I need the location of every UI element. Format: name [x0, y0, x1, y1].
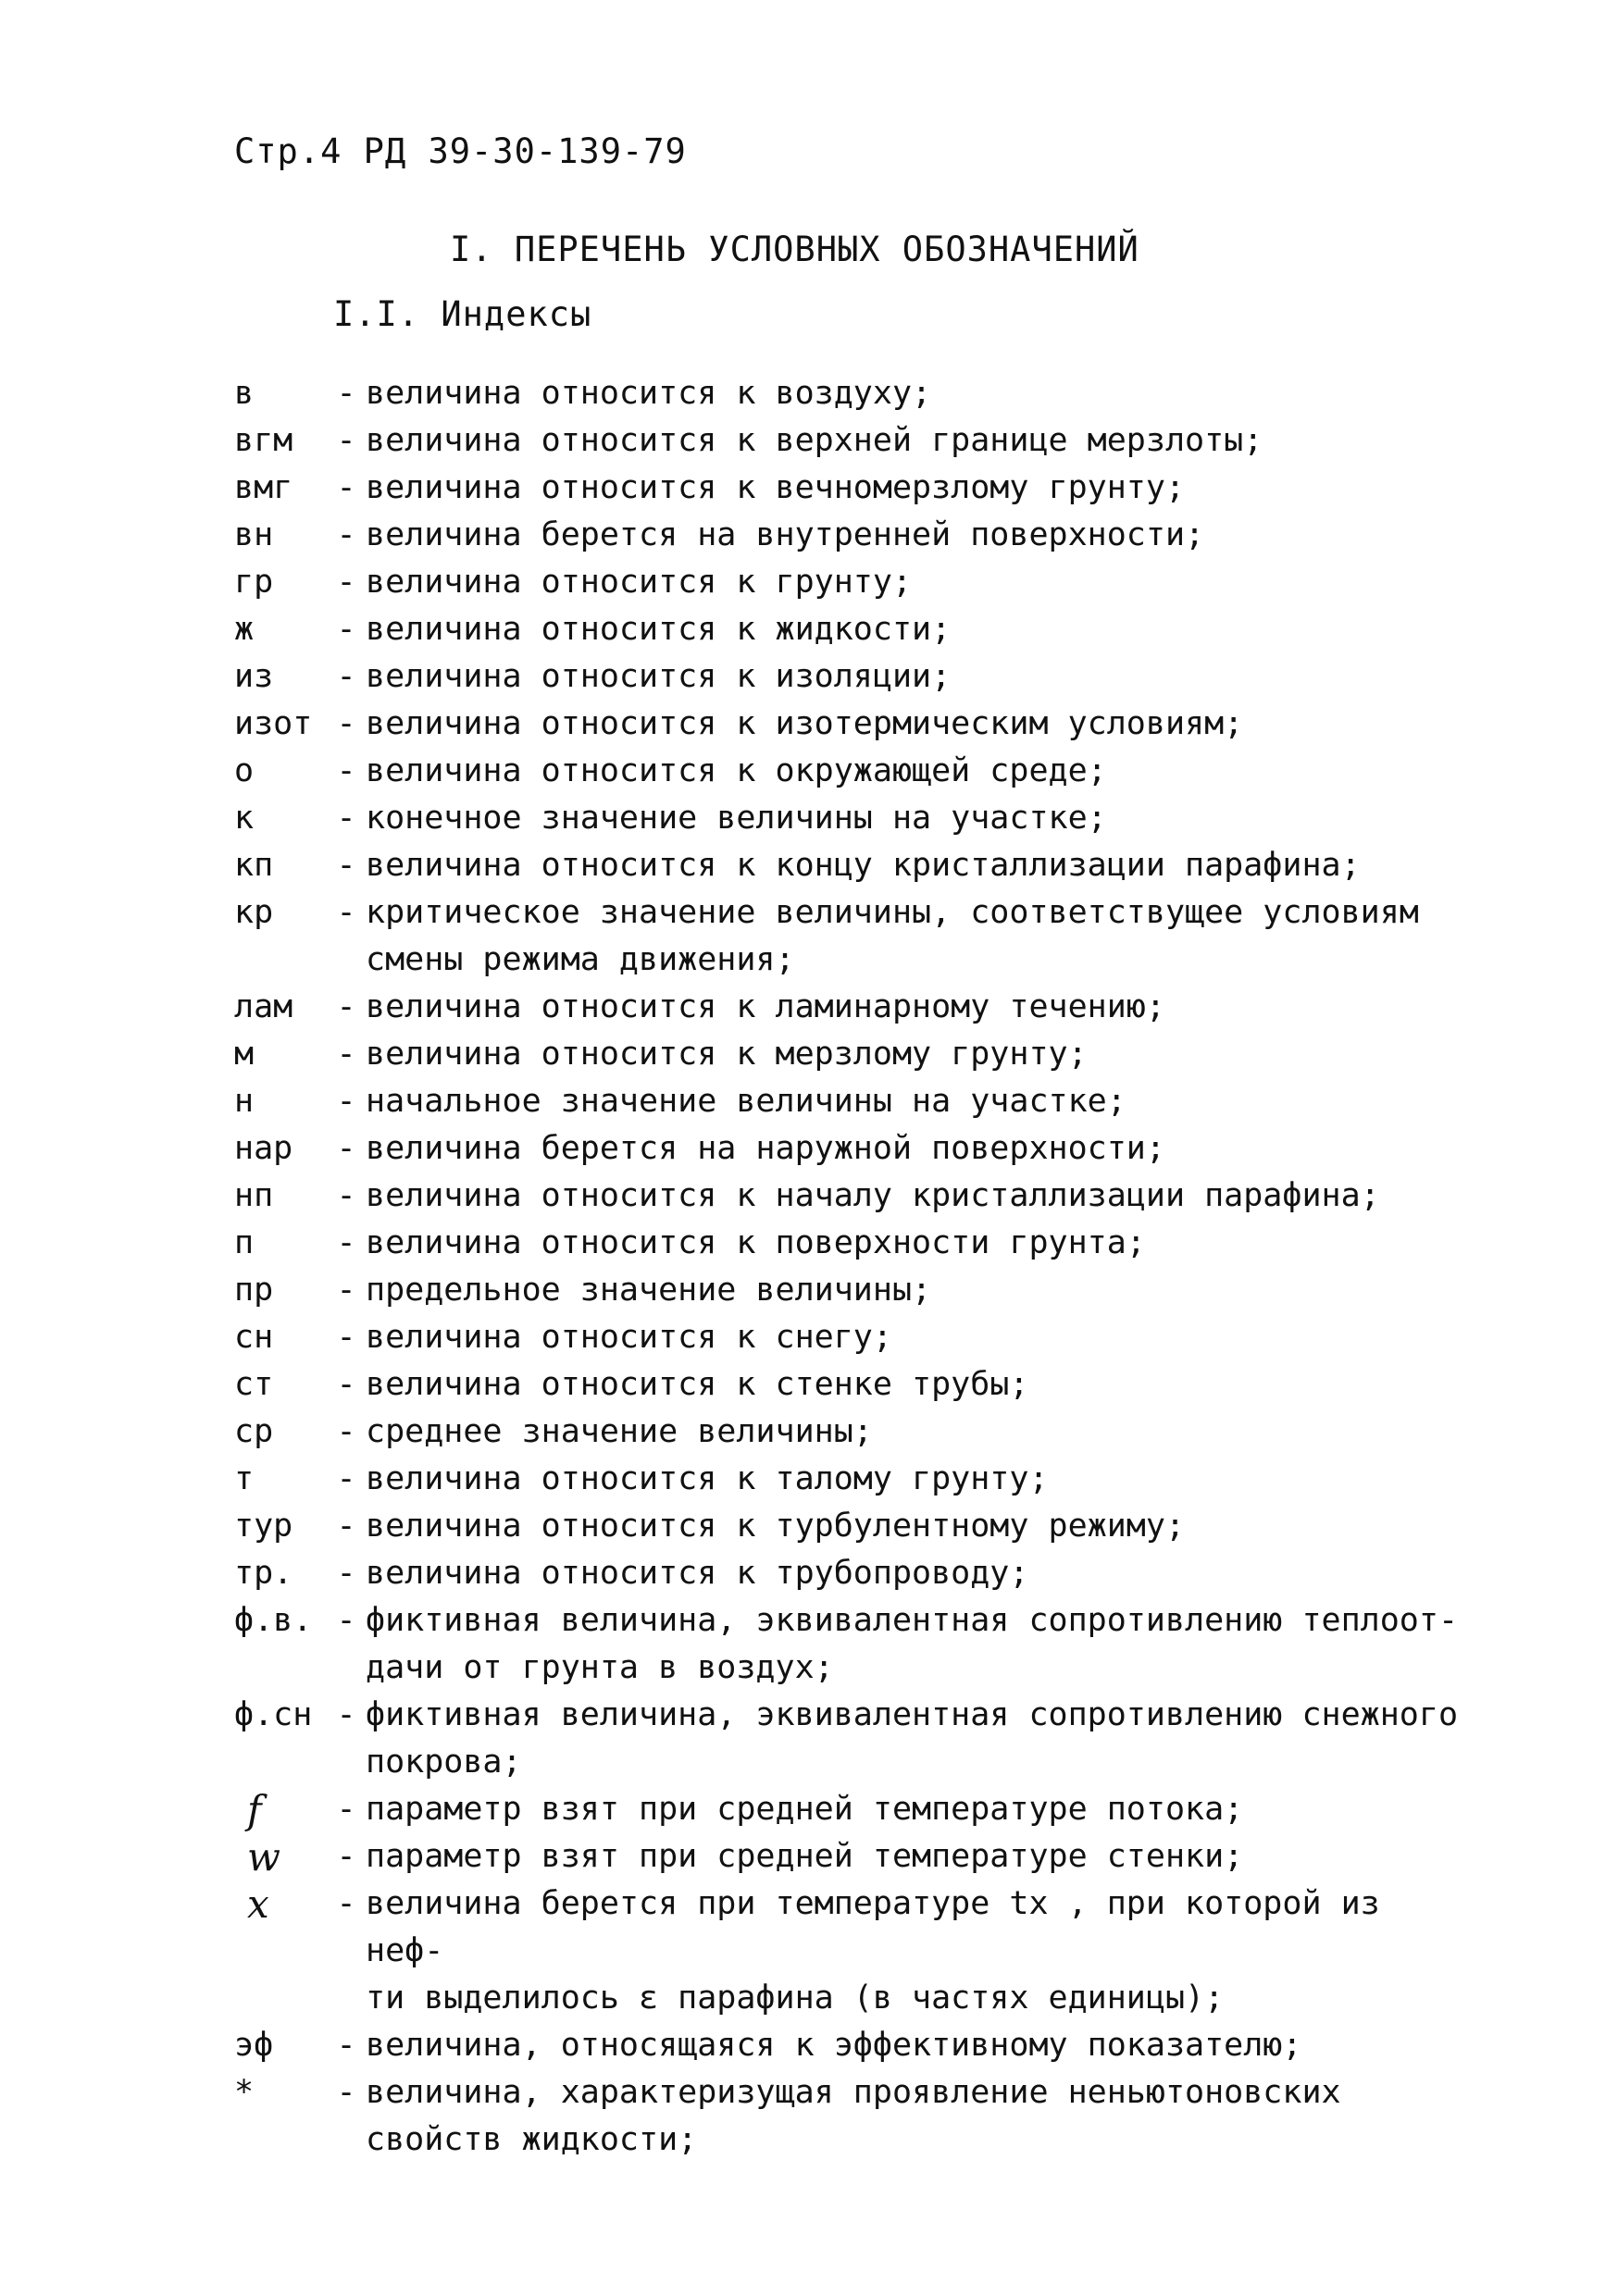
description-text: величина относится к началу кристаллизации парафина; — [366, 1177, 1380, 1214]
description-text: критическое значение величины, соответствущее условиям — [366, 894, 1419, 931]
dash-separator: - — [336, 1177, 356, 1214]
description-text: величина относится к изотермическим условиям; — [366, 705, 1244, 742]
index-symbol: нар — [234, 1130, 293, 1167]
index-description — [366, 1503, 1475, 1550]
index-entry — [234, 795, 1475, 842]
index-entry — [234, 1833, 1475, 1880]
description-text: фиктивная величина, эквивалентная сопротивлению теплоот- — [366, 1602, 1459, 1639]
index-description — [366, 2022, 1475, 2069]
index-symbol: м — [234, 1036, 255, 1073]
index-description — [366, 795, 1475, 842]
description-text: величина относится к грунту; — [366, 564, 913, 601]
index-description — [366, 842, 1475, 889]
description-text: величина относится к концу кристаллизации парафина; — [366, 847, 1361, 884]
index-entry — [234, 1550, 1475, 1597]
index-symbol: о — [234, 752, 255, 789]
description-text: фиктивная величина, эквивалентная сопротивлению снежного — [366, 1696, 1459, 1733]
description-continuation: ти выделилось ε парафина (в частях единицы); — [366, 1980, 1225, 2017]
index-description — [366, 1550, 1475, 1597]
dash-separator: - — [336, 1508, 356, 1545]
index-symbol: ж — [234, 611, 255, 648]
index-entry — [234, 842, 1475, 889]
index-entry — [234, 1314, 1475, 1361]
description-text: величина относится к снегу; — [366, 1319, 892, 1356]
description-continuation: покрова; — [366, 1744, 522, 1781]
index-description — [366, 1597, 1475, 1692]
index-description — [366, 1314, 1475, 1361]
dash-separator: - — [336, 1272, 356, 1309]
dash-separator: - — [336, 847, 356, 884]
description-text: величина, относящаяся к эффективному показателю; — [366, 2027, 1302, 2064]
index-entry — [234, 653, 1475, 701]
page-header: Стр.4 РД 39-30-139-79 — [234, 131, 687, 171]
description-continuation: смены режима движения; — [366, 941, 795, 978]
index-symbol: вмг — [234, 469, 293, 506]
index-symbol: w — [247, 1834, 280, 1880]
dash-separator: - — [336, 1555, 356, 1592]
dash-separator: - — [336, 1838, 356, 1875]
index-description — [366, 1078, 1475, 1125]
dash-separator: - — [336, 611, 356, 648]
dash-separator: - — [336, 2027, 356, 2064]
description-text: величина, характеризущая проявление неньютоновских — [366, 2074, 1341, 2111]
section-title: I. ПЕРЕЧЕНЬ УСЛОВНЫХ ОБОЗНАЧЕНИЙ — [450, 230, 1139, 269]
dash-separator: - — [336, 658, 356, 695]
index-symbol: ф.сн — [234, 1696, 313, 1733]
dash-separator: - — [336, 894, 356, 931]
index-symbol: тр. — [234, 1555, 293, 1592]
dash-separator: - — [336, 1696, 356, 1733]
index-entry — [234, 1456, 1475, 1503]
index-entry — [234, 1078, 1475, 1125]
index-description — [366, 1833, 1475, 1880]
description-text: величина берется на наружной поверхности; — [366, 1130, 1165, 1167]
description-continuation: дачи от грунта в воздух; — [366, 1649, 834, 1686]
description-continuation: свойств жидкости; — [366, 2121, 698, 2158]
index-description — [366, 1173, 1475, 1220]
description-text: величина относится к талому грунту; — [366, 1460, 1049, 1497]
dash-separator: - — [336, 1366, 356, 1403]
index-symbol: ст — [234, 1366, 274, 1403]
dash-separator: - — [336, 988, 356, 1025]
index-description — [366, 1456, 1475, 1503]
description-text: величина относится к изоляции; — [366, 658, 952, 695]
index-entry — [234, 559, 1475, 606]
description-text: начальное значение величины на участке; — [366, 1083, 1126, 1120]
index-description — [366, 1409, 1475, 1456]
index-entry — [234, 1409, 1475, 1456]
dash-separator: - — [336, 1460, 356, 1497]
index-list — [234, 370, 1475, 2164]
index-entry — [234, 984, 1475, 1031]
dash-separator: - — [336, 1413, 356, 1450]
description-text: величина относится к воздуху; — [366, 375, 932, 412]
description-text: величина относится к стенке трубы; — [366, 1366, 1029, 1403]
index-description — [366, 417, 1475, 465]
description-text: величина относится к жидкости; — [366, 611, 952, 648]
index-symbol: ср — [234, 1413, 274, 1450]
index-symbol: изот — [234, 705, 313, 742]
index-entry — [234, 748, 1475, 795]
index-entry — [234, 1267, 1475, 1314]
index-description — [366, 1880, 1475, 2022]
index-description — [366, 1692, 1475, 1786]
index-symbol: вн — [234, 516, 274, 553]
index-entry — [234, 1125, 1475, 1173]
index-symbol: ф.в. — [234, 1602, 313, 1639]
index-description — [366, 1786, 1475, 1833]
index-symbol: в — [234, 375, 255, 412]
index-entry — [234, 1692, 1475, 1786]
dash-separator: - — [336, 375, 356, 412]
dash-separator: - — [336, 1791, 356, 1828]
dash-separator: - — [336, 2074, 356, 2111]
dash-separator: - — [336, 1036, 356, 1073]
description-text: предельное значение величины; — [366, 1272, 932, 1309]
index-description — [366, 701, 1475, 748]
index-entry — [234, 512, 1475, 559]
description-text: параметр взят при средней температуре потока; — [366, 1791, 1244, 1828]
index-description — [366, 1361, 1475, 1409]
index-symbol: н — [234, 1083, 255, 1120]
index-description — [366, 748, 1475, 795]
index-description — [366, 1125, 1475, 1173]
index-symbol: гр — [234, 564, 274, 601]
description-text: величина относится к вечномерзлому грунту; — [366, 469, 1186, 506]
dash-separator: - — [336, 516, 356, 553]
dash-separator: - — [336, 705, 356, 742]
index-entry — [234, 1173, 1475, 1220]
index-description — [366, 606, 1475, 653]
dash-separator: - — [336, 1083, 356, 1120]
index-symbol: x — [247, 1881, 269, 1927]
index-description — [366, 653, 1475, 701]
description-text: величина берется на внутренней поверхности; — [366, 516, 1205, 553]
index-description — [366, 559, 1475, 606]
index-entry — [234, 1503, 1475, 1550]
index-entry — [234, 1220, 1475, 1267]
index-entry — [234, 889, 1475, 984]
index-entry — [234, 2069, 1475, 2164]
index-description — [366, 2069, 1475, 2164]
index-symbol: нп — [234, 1177, 274, 1214]
index-symbol: f — [247, 1787, 262, 1832]
description-text: величина относится к поверхности грунта; — [366, 1224, 1146, 1261]
index-description — [366, 1220, 1475, 1267]
index-symbol: тур — [234, 1508, 293, 1545]
index-entry — [234, 417, 1475, 465]
dash-separator: - — [336, 1224, 356, 1261]
index-description — [366, 984, 1475, 1031]
index-entry — [234, 1597, 1475, 1692]
index-symbol: сн — [234, 1319, 274, 1356]
index-entry — [234, 1880, 1475, 2022]
description-text: величина относится к мерзлому грунту; — [366, 1036, 1088, 1073]
index-symbol: * — [234, 2074, 255, 2111]
dash-separator: - — [336, 800, 356, 837]
description-text: величина относится к окружающей среде; — [366, 752, 1107, 789]
index-description — [366, 512, 1475, 559]
index-entry — [234, 370, 1475, 417]
index-description — [366, 465, 1475, 512]
description-text: величина относится к ламинарному течению; — [366, 988, 1165, 1025]
index-symbol: кр — [234, 894, 274, 931]
index-symbol: лам — [234, 988, 293, 1025]
index-symbol: п — [234, 1224, 255, 1261]
dash-separator: - — [336, 1319, 356, 1356]
dash-separator: - — [336, 564, 356, 601]
dash-separator: - — [336, 1602, 356, 1639]
index-entry — [234, 1361, 1475, 1409]
index-description — [366, 1031, 1475, 1078]
index-symbol: эф — [234, 2027, 274, 2064]
dash-separator: - — [336, 1885, 356, 1922]
description-text: среднее значение величины; — [366, 1413, 873, 1450]
index-symbol: вгм — [234, 422, 293, 459]
subsection-title: I.I. Индексы — [333, 294, 592, 334]
description-text: величина относится к трубопроводу; — [366, 1555, 1029, 1592]
index-description — [366, 370, 1475, 417]
index-symbol: к — [234, 800, 255, 837]
description-text: конечное значение величины на участке; — [366, 800, 1107, 837]
index-description — [366, 889, 1475, 984]
index-entry — [234, 1031, 1475, 1078]
index-symbol: из — [234, 658, 274, 695]
index-symbol: т — [234, 1460, 255, 1497]
index-description — [366, 1267, 1475, 1314]
dash-separator: - — [336, 469, 356, 506]
index-entry — [234, 701, 1475, 748]
index-entry — [234, 1786, 1475, 1833]
description-text: величина берется при температуре tx , при которой из неф- — [366, 1885, 1380, 1969]
index-symbol: кп — [234, 847, 274, 884]
description-text: параметр взят при средней температуре стенки; — [366, 1838, 1244, 1875]
index-entry — [234, 606, 1475, 653]
index-entry — [234, 2022, 1475, 2069]
index-symbol: пр — [234, 1272, 274, 1309]
dash-separator: - — [336, 1130, 356, 1167]
index-entry — [234, 465, 1475, 512]
dash-separator: - — [336, 752, 356, 789]
description-text: величина относится к турбулентному режиму; — [366, 1508, 1186, 1545]
description-text: величина относится к верхней границе мерзлоты; — [366, 422, 1263, 459]
dash-separator: - — [336, 422, 356, 459]
